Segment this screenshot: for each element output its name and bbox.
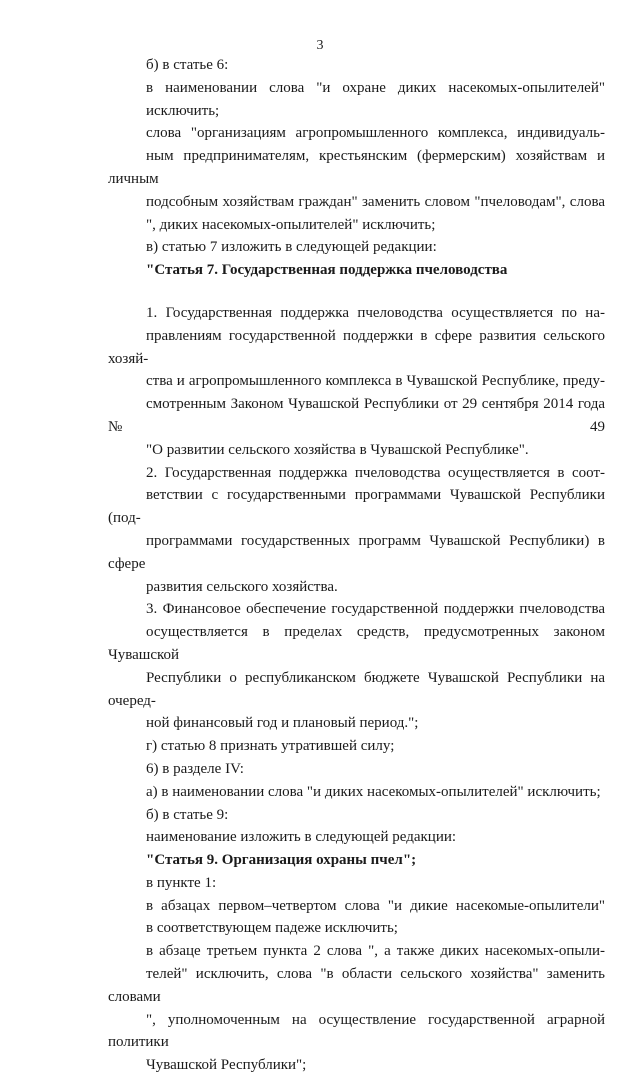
paragraph: 2. Государственная поддержка пчеловодства осуществляется в соот- ветствии с государственными программами Чувашской Республики (под- программами государственных программ Чувашской Республики) в сфере развития сельского хозяйства. <box>108 464 605 595</box>
paragraph: б) в статье 9: <box>146 806 229 823</box>
paragraph: в пункте 1: <box>146 874 217 891</box>
article-7-heading: "Статья 7. Государственная поддержка пчеловодства <box>146 262 508 279</box>
spacer <box>108 282 605 302</box>
article-9-heading: "Статья 9. Организация охраны пчел"; <box>146 852 417 869</box>
paragraph: наименование изложить в следующей редакции: <box>146 829 457 846</box>
document-body <box>108 54 605 1077</box>
paragraph: б) в статье 6: <box>146 57 229 73</box>
paragraph: в абзацах первом–четвертом слова "и дикие насекомые-опылители" в соответствующем падеже исключить; <box>146 897 605 937</box>
paragraph: 3. Финансовое обеспечение государственной поддержки пчеловодства осуществляется в пределах средств, предусмотренных законом Чувашской Республики о республиканском бюджете Чувашской Республики на очеред- ной финансовый год и плановый период."; <box>108 601 605 732</box>
page-number: 3 <box>316 38 324 53</box>
paragraph: 6) в разделе IV: <box>146 760 244 777</box>
paragraph: в) статью 7 изложить в следующей редакции: <box>146 239 437 256</box>
paragraph: г) статью 8 признать утратившей силу; <box>146 738 395 755</box>
paragraph: в абзаце третьем пункта 2 слова ", а также диких насекомых-опыли- телей" исключить, слова "в области сельского хозяйства" заменить словами ", уполномоченным на осуществление государственной аграрной политики Чувашской Республики"; <box>108 943 605 1074</box>
paragraph: 1. Государственная поддержка пчеловодства осуществляется по на- правлениям государственной поддержки в сфере развития сельского хозяй- ства и агропромышленного комплекса в Чувашской Республике, преду- смотренным Законом Чувашской Республики от 29 сентября 2014 года № 49 "О развитии сельского хозяйства в Чувашской Республике". <box>108 304 605 458</box>
paragraph: а) в наименовании слова "и диких насекомых-опылителей" исключить; <box>146 783 601 800</box>
paragraph: слова "организациям агропромышленного комплекса, индивидуаль- ным предпринимателям, крестьянским (фермерским) хозяйствам и личным подсобным хозяйствам граждан" заменить словом "пчеловодам", слова ", диких насекомых-опылителей" исключить; <box>108 125 605 233</box>
paragraph: в наименовании слова "и охране диких насекомых-опылителей" исключить; <box>146 79 605 119</box>
